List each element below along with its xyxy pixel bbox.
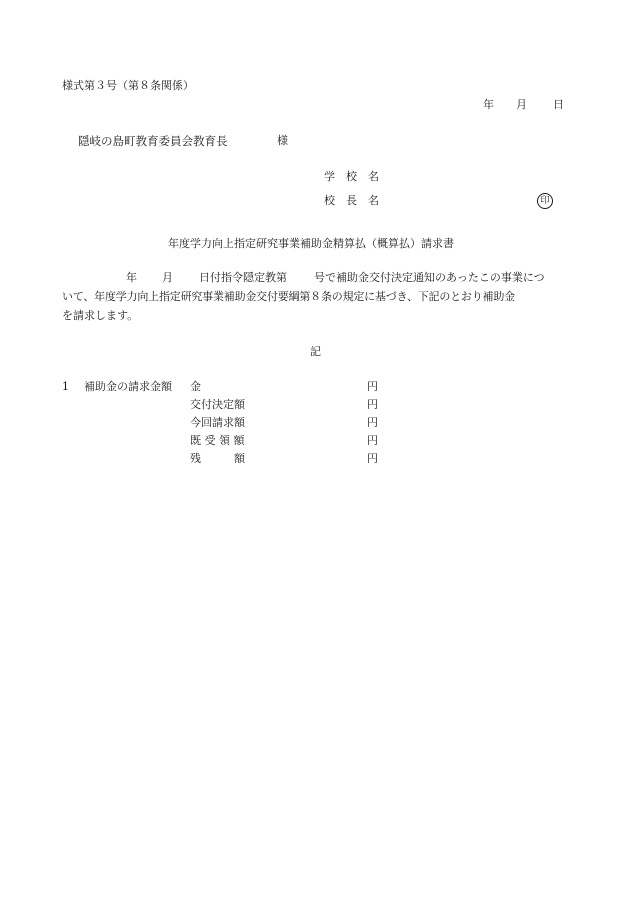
row-label-kijuryo: 既 受 領 額	[190, 434, 245, 447]
row-unit-kin: 円	[367, 380, 378, 393]
row-unit-konkai-seikyu: 円	[367, 416, 378, 429]
item-number: 1	[62, 380, 69, 393]
form-number: 様式第３号（第８条関係）	[62, 79, 194, 92]
row-unit-kijuryo: 円	[367, 434, 378, 447]
body-line1-rest: 号で補助金交付決定通知のあったこの事業につ	[314, 271, 545, 284]
body-line3: を請求します。	[62, 309, 139, 322]
seal-icon: 印	[537, 193, 553, 209]
date-month-label: 月	[516, 98, 527, 111]
body-month-label: 月	[162, 271, 173, 284]
date-year-label: 年	[483, 98, 494, 111]
row-unit-kofu-kettei: 円	[367, 398, 378, 411]
item-heading: 補助金の請求金額	[84, 380, 172, 393]
row-label-kofu-kettei: 交付決定額	[190, 398, 245, 411]
addressee-honorific: 様	[277, 134, 288, 147]
ki-heading: 記	[310, 345, 321, 358]
row-label-konkai-seikyu: 今回請求額	[190, 416, 245, 429]
body-year-label: 年	[126, 271, 137, 284]
row-label-kin: 金	[190, 380, 201, 393]
date-day-label: 日	[553, 98, 564, 111]
row-label-zangaku: 残 額	[190, 452, 245, 465]
body-line2: いて、年度学力向上指定研究事業補助金交付要綱第８条の規定に基づき、下記のとおり補助金	[62, 290, 515, 303]
row-unit-zangaku: 円	[367, 452, 378, 465]
addressee-name: 隠岐の島町教育委員会教育長	[78, 134, 228, 148]
document-title: 年度学力向上指定研究事業補助金精算払（概算払）請求書	[168, 237, 454, 250]
school-name-label: 学 校 名	[324, 170, 379, 183]
principal-name-label: 校 長 名	[324, 194, 379, 207]
body-line1-mid: 日付指令隠定教第	[199, 271, 287, 284]
